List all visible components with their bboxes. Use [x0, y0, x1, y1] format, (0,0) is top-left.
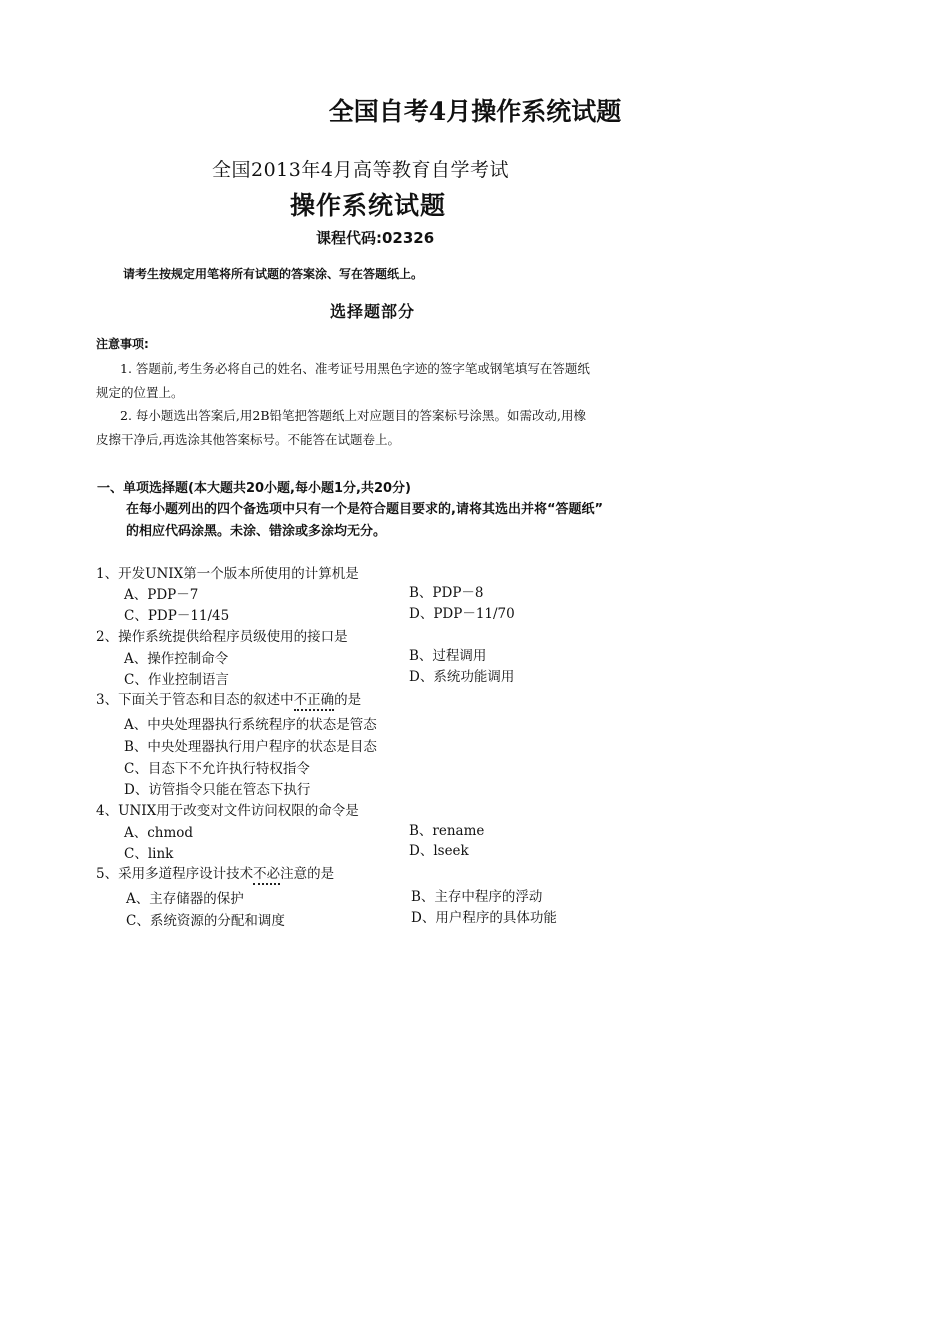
- question-stem: 2、操作系统提供给程序员级使用的接口是: [96, 629, 348, 645]
- part1-heading: 一、单项选择题(本大题共20小题,每小题1分,共20分): [97, 481, 411, 496]
- question-stem-text: 的是: [334, 692, 362, 708]
- part1-desc-line-1: 在每小题列出的四个备选项中只有一个是符合题目要求的,请将其选出并将“答题纸”: [126, 502, 604, 517]
- notes-heading: 注意事项:: [96, 337, 149, 351]
- exam-subject: 操作系统试题: [290, 191, 447, 220]
- question-stem: [96, 688, 361, 708]
- option-c: C、目态下不允许执行特权指令: [124, 761, 310, 777]
- question-stem-text: 5、采用多道程序设计技术: [96, 866, 254, 882]
- question-stem: 1、开发UNIX第一个版本所使用的计算机是: [96, 566, 359, 582]
- note-1-line-1: 1. 答题前,考生务必将自己的姓名、准考证号用黑色字迹的签字笔或钢笔填写在答题纸: [120, 361, 590, 376]
- option-d: D、系统功能调用: [409, 669, 515, 685]
- note-1-line-2: 规定的位置上。: [96, 385, 184, 400]
- option-d: D、PDP－11/70: [409, 606, 515, 622]
- option-b: B、主存中程序的浮动: [411, 889, 543, 905]
- part1-desc-line-2: 的相应代码涂黑。未涂、错涂或多涂均无分。: [126, 524, 387, 539]
- note-2-line-2: 皮擦干净后,再选涂其他答案标号。不能答在试题卷上。: [96, 432, 400, 447]
- option-a: A、PDP－7: [124, 587, 199, 603]
- emphasis-mark: 不必: [253, 866, 280, 885]
- question-stem-text: 3、下面关于管态和目态的叙述中: [96, 692, 294, 708]
- option-d: D、用户程序的具体功能: [411, 910, 557, 926]
- option-a: A、操作控制命令: [124, 651, 229, 667]
- document-title: 全国自考4月操作系统试题: [328, 97, 622, 126]
- option-d: D、访管指令只能在管态下执行: [124, 782, 311, 798]
- option-a: A、chmod: [124, 825, 194, 841]
- option-a: A、主存储器的保护: [126, 891, 244, 907]
- option-c: C、系统资源的分配和调度: [126, 913, 285, 929]
- answer-instruction: 请考生按规定用笔将所有试题的答案涂、写在答题纸上。: [123, 267, 424, 281]
- option-a: A、中央处理器执行系统程序的状态是管态: [124, 717, 377, 733]
- emphasis-mark: 不正确: [294, 692, 335, 711]
- note-2-line-1: 2. 每小题选出答案后,用2B铅笔把答题纸上对应题目的答案标号涂黑。如需改动,用橡: [120, 408, 586, 423]
- option-b: B、过程调用: [409, 648, 487, 664]
- option-b: B、rename: [409, 823, 485, 839]
- option-b: B、中央处理器执行用户程序的状态是目态: [124, 739, 377, 755]
- question-stem-text: 注意的是: [280, 866, 335, 882]
- option-c: C、作业控制语言: [124, 672, 229, 688]
- course-code: 课程代码:02326: [316, 229, 435, 247]
- section-title: 选择题部分: [330, 302, 416, 321]
- option-b: B、PDP－8: [409, 585, 484, 601]
- question-stem: 4、UNIX用于改变对文件访问权限的命令是: [96, 803, 359, 819]
- option-c: C、link: [124, 846, 174, 862]
- option-c: C、PDP－11/45: [124, 608, 230, 624]
- option-d: D、lseek: [409, 843, 469, 859]
- exam-line: 全国2013年4月高等教育自学考试: [212, 159, 509, 181]
- question-stem: [96, 862, 334, 882]
